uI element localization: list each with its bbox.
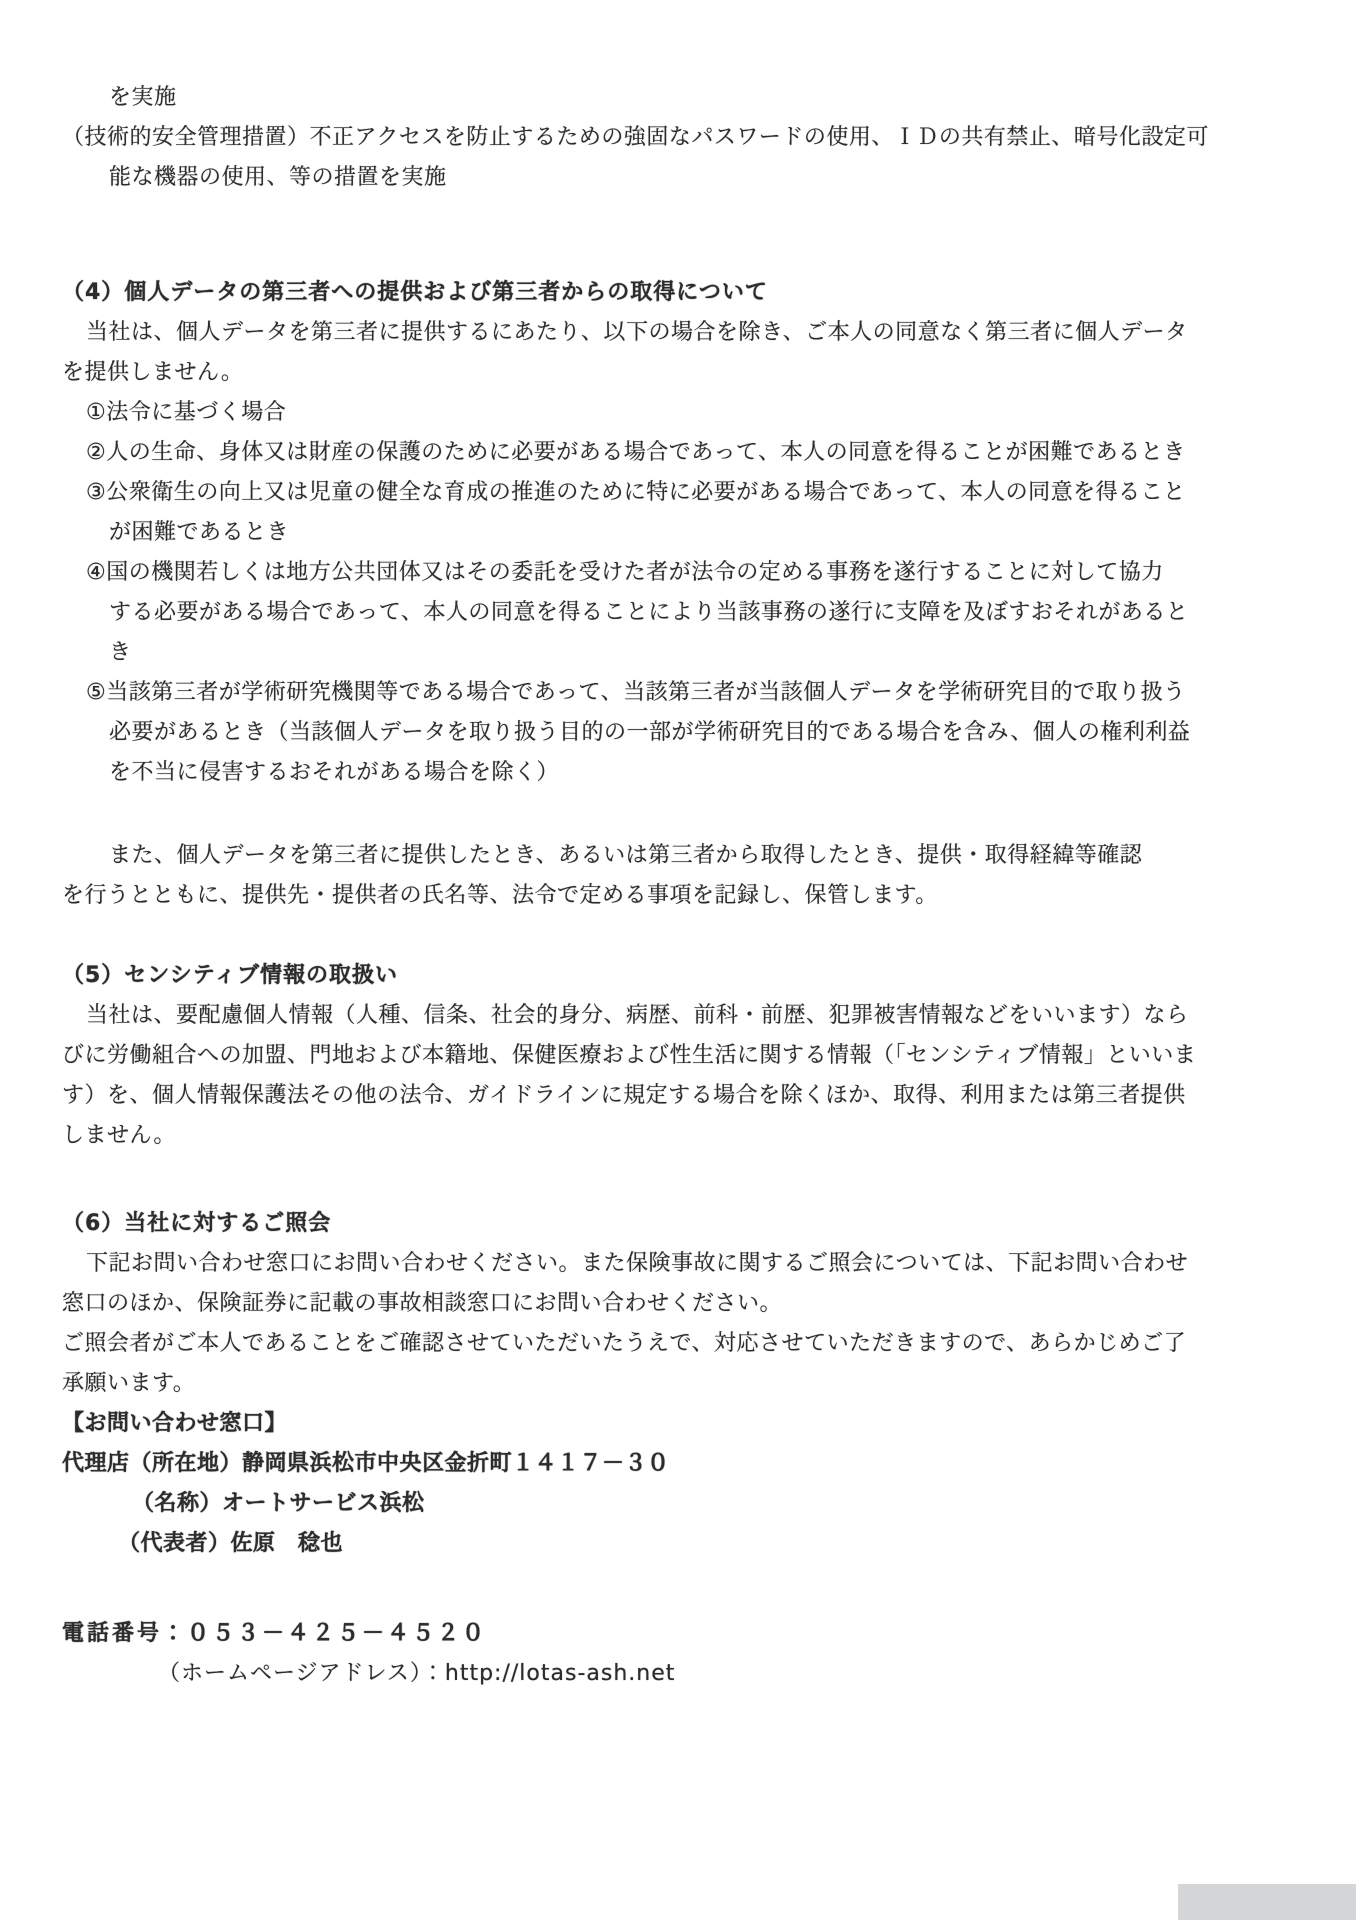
agency-address-line: 代理店（所在地）静岡県浜松市中央区金折町１４１７－３０ (62, 1451, 670, 1476)
section-heading-4: （4）個人データの第三者への提供および第三者からの取得について (62, 280, 768, 305)
doc-line: す）を、個人情報保護法その他の法令、ガイドラインに規定する場合を除くほか、取得、利用または第三者提供 (62, 1083, 1186, 1108)
doc-line: 能な機器の使用、等の措置を実施 (109, 165, 447, 190)
blank-space (62, 793, 1316, 836)
doc-line: を実施 (109, 85, 177, 110)
section-heading-5: （5）センシティブ情報の取扱い (62, 963, 398, 988)
doc-line: 下記お問い合わせ窓口にお問い合わせください。また保険事故に関するご照会については、下記お問い合わせ (86, 1251, 1189, 1276)
doc-line: しません。 (62, 1123, 176, 1148)
doc-line: 当社は、要配慮個人情報（人種、信条、社会的身分、病歴、前科・前歴、犯罪被害情報などをいいます）なら (86, 1003, 1189, 1028)
blank-space (62, 1564, 1316, 1614)
doc-line: ご照会者がご本人であることをご確認させていただいたうえで、対応させていただきますので、あらかじめご了 (62, 1331, 1187, 1356)
list-item-2: ②人の生命、身体又は財産の保護のために必要がある場合であって、本人の同意を得ることが困難であるとき (86, 440, 1186, 465)
list-item-4: ④国の機関若しくは地方公共団体又はその委託を受けた者が法令の定める事務を遂行することに対して協力 (86, 560, 1164, 585)
section-heading-6: （6）当社に対するご照会 (62, 1211, 332, 1236)
contact-window-heading: 【お問い合わせ窓口】 (62, 1411, 288, 1436)
phone-number-line: 電話番号：０５３－４２５－４５２０ (62, 1621, 488, 1646)
list-item-5: ⑤当該第三者が学術研究機関等である場合であって、当該第三者が当該個人データを学術研究目的で取り扱う (86, 680, 1186, 705)
doc-line: （技術的安全管理措置）不正アクセスを防止するための強固なパスワードの使用、ＩＤの共有禁止、暗号化設定可 (62, 125, 1209, 150)
doc-line: が困難であるとき (109, 520, 290, 545)
doc-line: を不当に侵害するおそれがある場合を除く） (109, 760, 560, 785)
homepage-url-line: （ホームページアドレス）：http://lotas-ash.net (158, 1661, 676, 1686)
doc-line: また、個人データを第三者に提供したとき、あるいは第三者から取得したとき、提供・取得経緯等確認 (109, 843, 1143, 868)
blank-space (62, 1156, 1316, 1204)
doc-line: する必要がある場合であって、本人の同意を得ることにより当該事務の遂行に支障を及ぼすおそれがあると (109, 600, 1189, 625)
blank-space (62, 916, 1316, 956)
doc-line: 必要があるとき（当該個人データを取り扱う目的の一部が学術研究目的である場合を含み、個人の権利利益 (109, 720, 1191, 745)
doc-line: を行うとともに、提供先・提供者の氏名等、法令で定める事項を記録し、保管します。 (62, 883, 938, 908)
doc-line: 当社は、個人データを第三者に提供するにあたり、以下の場合を除き、ご本人の同意なく第三者に個人データ (86, 320, 1188, 345)
scan-artifact-corner (1178, 1884, 1356, 1920)
doc-line: き (109, 640, 132, 665)
agency-name-line: （名称）オートサービス浜松 (132, 1491, 425, 1516)
doc-line: を提供しません。 (62, 360, 244, 385)
list-item-1: ①法令に基づく場合 (86, 400, 287, 425)
doc-line: びに労働組合への加盟、門地および本籍地、保健医療および性生活に関する情報（「センシティブ情報」といいま (62, 1043, 1197, 1068)
blank-space (62, 198, 1316, 273)
doc-line: 承願います。 (62, 1371, 196, 1396)
list-item-3: ③公衆衛生の向上又は児童の健全な育成の推進のために特に必要がある場合であって、本人の同意を得ること (86, 480, 1186, 505)
doc-line: 窓口のほか、保険証券に記載の事故相談窓口にお問い合わせください。 (62, 1291, 783, 1316)
representative-line: （代表者）佐原 稔也 (118, 1531, 344, 1556)
